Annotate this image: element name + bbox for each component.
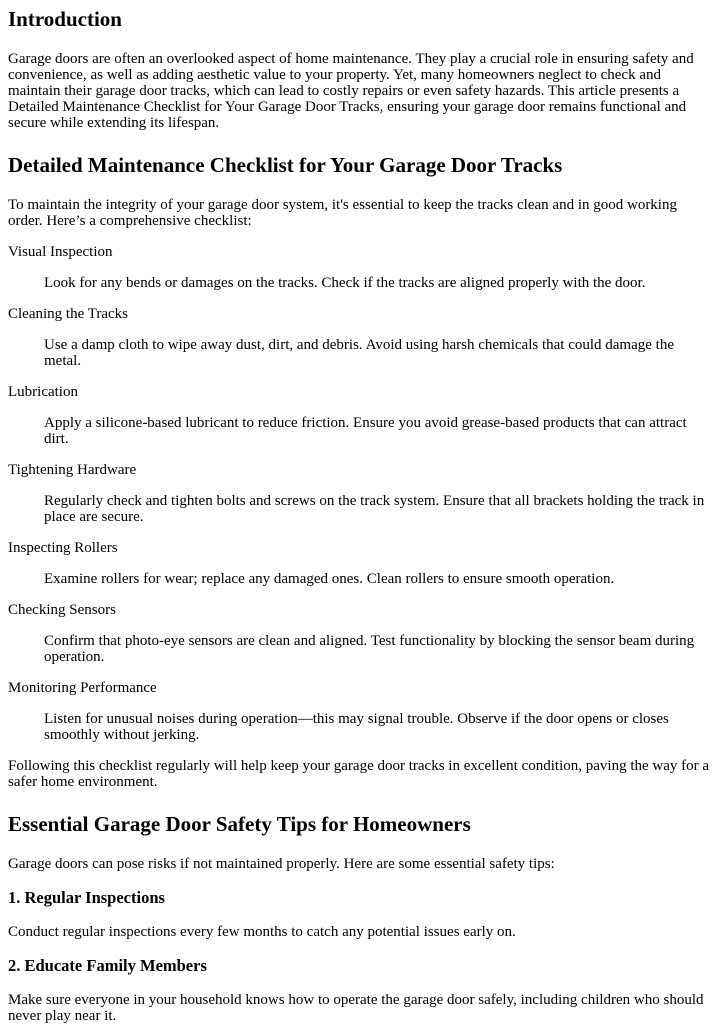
checklist-description: Listen for unusual noises during operation—this may signal trouble. Observe if the door opens or closes smoothly without jerking. xyxy=(44,711,669,743)
safety-intro: Garage doors can pose risks if not maintained properly. Here are some essential safety tips: xyxy=(8,856,555,872)
checklist-heading: Detailed Maintenance Checklist for Your Garage Door Tracks xyxy=(8,153,563,177)
safety-heading: Essential Garage Door Safety Tips for Homeowners xyxy=(8,812,471,836)
checklist-term: Cleaning the Tracks xyxy=(8,306,128,322)
checklist-description: Look for any bends or damages on the tracks. Check if the tracks are aligned properly with the door. xyxy=(44,275,646,291)
checklist-term: Monitoring Performance xyxy=(8,680,157,696)
safety-tip-title: 2. Educate Family Members xyxy=(8,956,207,975)
checklist-description: Examine rollers for wear; replace any damaged ones. Clean rollers to ensure smooth operation. xyxy=(44,571,615,587)
checklist-description: Use a damp cloth to wipe away dust, dirt, and debris. Avoid using harsh chemicals that could damage the metal. xyxy=(44,337,674,369)
checklist-term: Tightening Hardware xyxy=(8,462,137,478)
safety-tip-text: Make sure everyone in your household knows how to operate the garage door safely, including children who should never play near it. xyxy=(8,992,704,1024)
checklist-term: Checking Sensors xyxy=(8,602,116,618)
safety-tip-title: 1. Regular Inspections xyxy=(8,888,165,907)
checklist-description: Confirm that photo-eye sensors are clean and aligned. Test functionality by blocking the sensor beam during operation. xyxy=(44,633,695,665)
checklist-intro: To maintain the integrity of your garage door system, it's essential to keep the tracks clean and in good working order. Here’s a comprehensive checklist: xyxy=(8,197,677,229)
checklist-term: Lubrication xyxy=(8,384,78,400)
checklist-list xyxy=(8,244,712,743)
checklist-description: Regularly check and tighten bolts and screws on the track system. Ensure that all brackets holding the track in place are secure. xyxy=(44,493,705,525)
article xyxy=(0,7,720,1024)
intro-paragraph: Garage doors are often an overlooked aspect of home maintenance. They play a crucial role in ensuring safety and convenience, as well as adding aesthetic value to your property. Yet, many homeowners neglect to check and maintain their garage door tracks, which can lead to costly repairs or even safety hazards. This article presents a Detailed Maintenance Checklist for Your Garage Door Tracks, ensuring your garage door remains functional and secure while extending its lifespan. xyxy=(8,51,694,131)
checklist-description: Apply a silicone-based lubricant to reduce friction. Ensure you avoid grease-based products that can attract dirt. xyxy=(44,415,687,447)
checklist-term: Inspecting Rollers xyxy=(8,540,118,556)
checklist-term: Visual Inspection xyxy=(8,244,113,260)
checklist-conclusion: Following this checklist regularly will help keep your garage door tracks in excellent condition, paving the way for a safer home environment. xyxy=(8,758,710,790)
intro-heading: Introduction xyxy=(8,7,122,31)
safety-tip-text: Conduct regular inspections every few months to catch any potential issues early on. xyxy=(8,924,516,940)
